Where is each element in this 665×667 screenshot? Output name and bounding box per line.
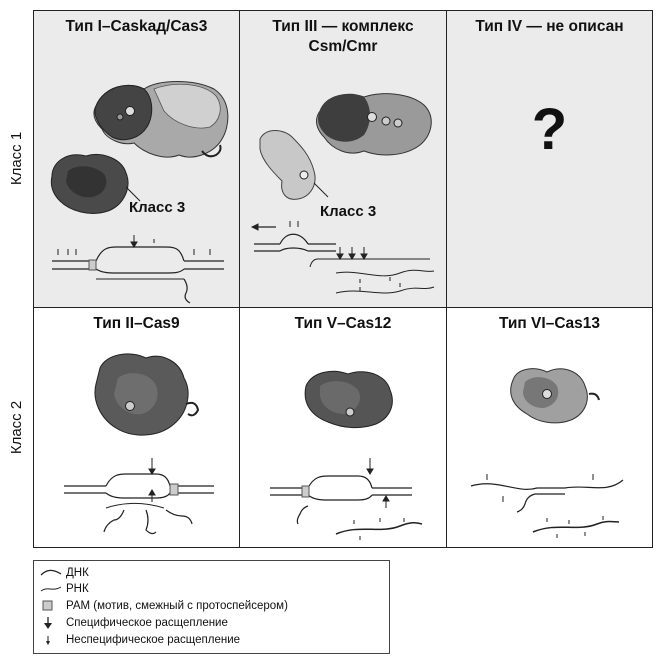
legend-item-specific: Специфическое расщепление bbox=[39, 615, 228, 631]
rna-line-icon bbox=[39, 582, 63, 596]
cell-title-type1: Тип I–Caskад/Cas3 bbox=[65, 18, 208, 35]
cell-type1 bbox=[34, 11, 240, 307]
cell-title-type3: Тип III — комплекс Csm/Cmr bbox=[272, 18, 414, 55]
specific-cleavage-arrow-icon bbox=[39, 616, 63, 630]
dna-line-icon bbox=[39, 566, 63, 580]
type1-dna-schematic bbox=[52, 247, 224, 303]
class1-row bbox=[34, 11, 652, 308]
cell-type4 bbox=[447, 11, 652, 307]
type1-cleavage-marks bbox=[58, 235, 210, 255]
type2-cleavage-marks bbox=[149, 458, 155, 502]
pam-square-icon bbox=[39, 599, 63, 613]
class-label-type1: Класс 3 bbox=[129, 199, 186, 216]
cmr-complex-shape bbox=[260, 131, 315, 200]
type6-illustration bbox=[447, 308, 652, 547]
row-label-class2: Класс 2 bbox=[8, 400, 25, 455]
legend-item-pam: PAM (мотив, смежный с протоспейсером) bbox=[39, 598, 288, 614]
type5-dna-schematic bbox=[270, 476, 422, 534]
legend-item-dna: ДНК bbox=[39, 565, 89, 581]
cell-type2 bbox=[34, 308, 240, 547]
class2-row bbox=[34, 308, 652, 547]
type3-cleavage-marks bbox=[290, 221, 400, 291]
cell-title-type6: Тип VI–Cas13 bbox=[498, 315, 600, 332]
cell-type5 bbox=[240, 308, 447, 547]
type5-illustration bbox=[240, 308, 447, 547]
legend-item-nonspecific: Неспецифическое расщепление bbox=[39, 632, 240, 648]
type1-illustration bbox=[34, 11, 240, 308]
legend bbox=[33, 560, 390, 654]
type2-dna-schematic bbox=[64, 474, 214, 534]
type3-illustration bbox=[240, 11, 447, 308]
row-label-class1: Класс 1 bbox=[8, 131, 25, 186]
crispr-classification-grid bbox=[33, 10, 653, 548]
type3-schematic bbox=[252, 224, 434, 293]
cell-type6 bbox=[447, 308, 652, 547]
unknown-structure-question-mark: ? bbox=[531, 97, 568, 162]
legend-item-rna: РНК bbox=[39, 581, 89, 597]
type6-rna-schematic bbox=[471, 480, 623, 532]
cell-title-type5: Тип V–Cas12 bbox=[294, 315, 392, 332]
class-label-type3: Класс 3 bbox=[320, 203, 377, 220]
nonspecific-cleavage-arrow-icon bbox=[39, 633, 63, 647]
cell-title-type2: Тип II–Cas9 bbox=[93, 315, 180, 332]
cell-type3 bbox=[240, 11, 447, 307]
cell-title-type4: Тип IV — не описан bbox=[475, 18, 624, 35]
type2-illustration bbox=[34, 308, 240, 547]
